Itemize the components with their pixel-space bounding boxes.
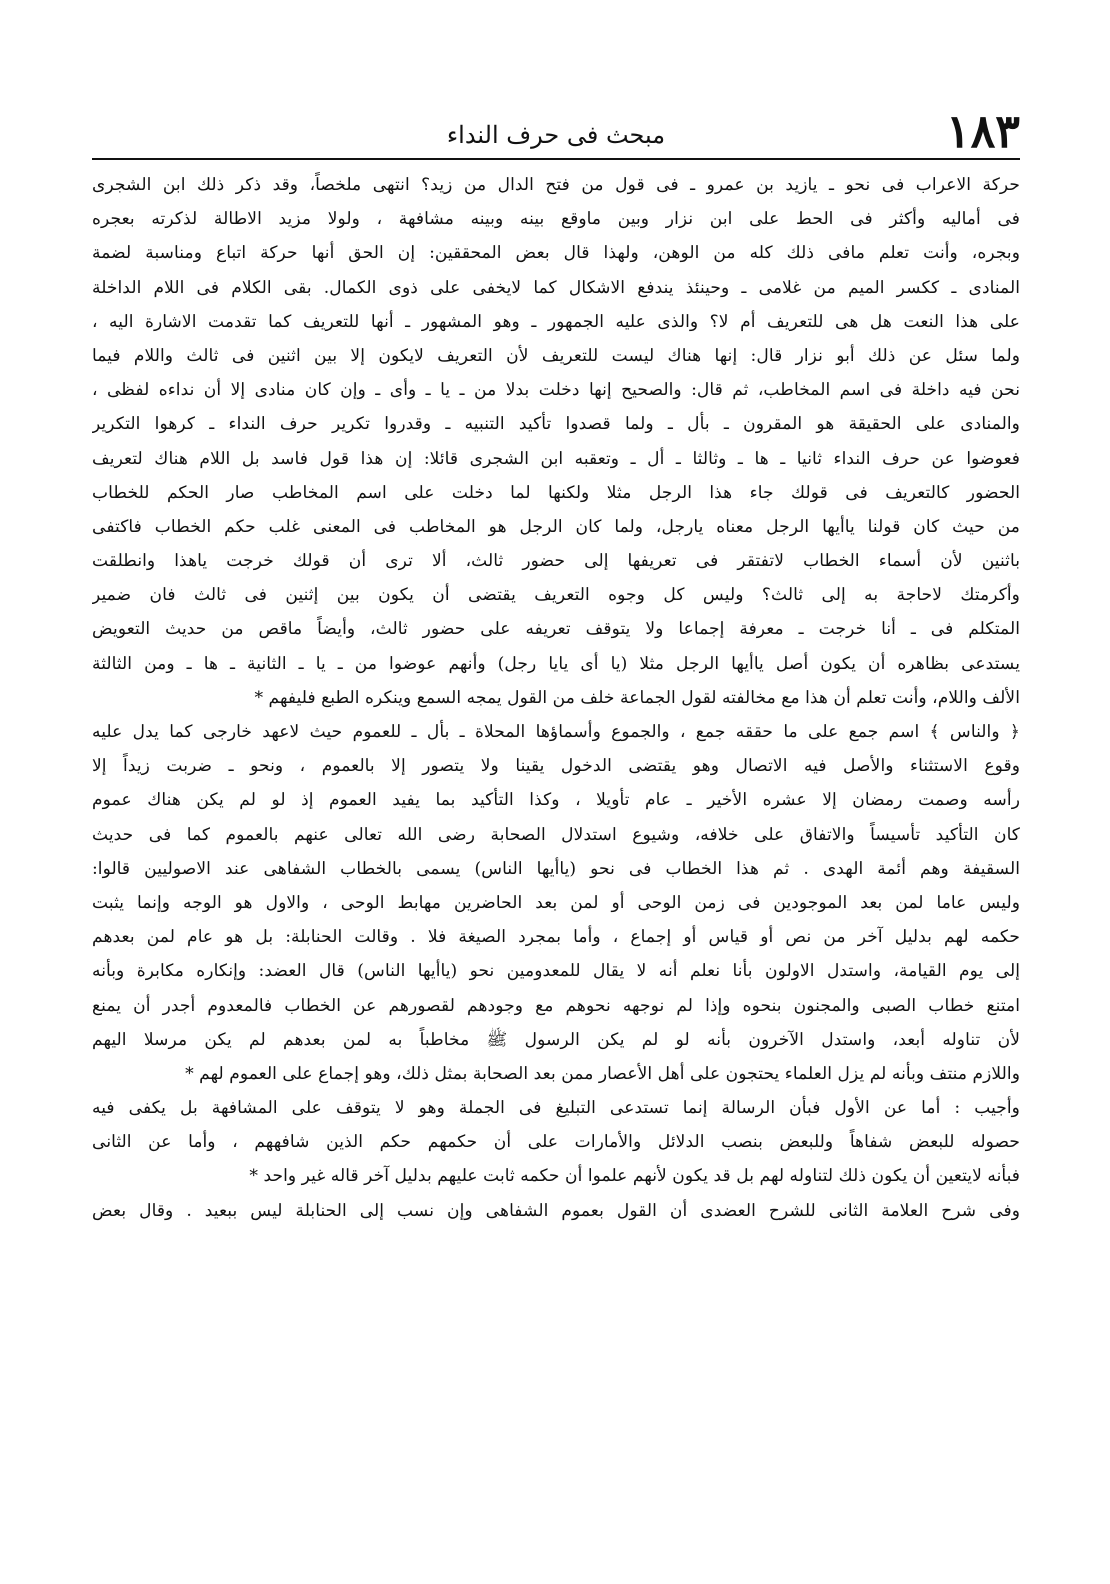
text-line: وأجيب : أما عن الأول فبأن الرسالة إنما تستدعى التبليغ فى الجملة وهو لا يتوقف على المشافهة بل يكفى فيه (92, 1098, 1020, 1119)
text-line: حكمه لهم بدليل آخر من نص أو قياس أو إجماع ، وأما بمجرد الصيغة فلا . وقالت الحنابلة: بل هو عام لمن بعدهم (92, 927, 1020, 948)
text-line: لأن تناوله أبعد، واستدل الآخرون بأنه لو لم يكن الرسول ﷺ مخاطباً به لمن بعدهم لم يكن مرسلا اليهم (92, 1029, 1020, 1050)
text-line: حصوله للبعض شفاهاً وللبعض بنصب الدلائل والأمارات على أن حكمهم حكم الذين شافههم ، وأما عن الثانى (92, 1132, 1020, 1153)
text-line: رأسه وصمت رمضان إلا عشره الأخير ـ عام تأويلا ، وكذا التأكيد بما يفيد العموم إذ لو لم يكن هناك عموم (92, 790, 1020, 811)
text-line: واللازم منتف وبأنه لم يزل العلماء يحتجون على أهل الأعصار ممن بعد الصحابة بمثل ذلك، وهو إجماع على العموم لهم * (185, 1063, 1020, 1084)
text-line: فبأنه لايتعين أن يكون ذلك لتناوله لهم بل قد يكون لأنهم علموا أن حكمه ثابت عليهم بدليل آخر قاله غير واحد * (249, 1166, 1020, 1187)
text-line: فعوضوا عن حرف النداء ثانيا ـ ها ـ وثالثا ـ أل ـ وتعقبه ابن الشجرى قائلا: إن هذا قول فاسد بل اللام هناك لتعريف (92, 448, 1020, 469)
text-line: إلى يوم القيامة، واستدل الاولون بأنا نعلم أنه لا يقال للمعدومين نحو (ياأيها الناس) قال العضد: وإنكاره مكابرة وبأنه (92, 961, 1020, 982)
text-line: الحضور كالتعريف فى قولك جاء هذا الرجل مثلا ولكنها لما دخلت على اسم المخاطب صار الحكم للخطاب (92, 482, 1020, 503)
text-line: باثنين لأن أسماء الخطاب لاتفتقر فى تعريفها إلى حضور ثالث، ألا ترى أن قولك خرجت ياهذا وانطلقت (92, 551, 1020, 572)
text-line: وفى شرح العلامة الثانى للشرح العضدى أن القول بعموم الشفاهى وإن نسب إلى الحنابلة ليس ببعيد . وقال بعض (92, 1200, 1020, 1221)
text-line: السقيفة وهم أئمة الهدى . ثم هذا الخطاب فى نحو (ياأيها الناس) يسمى بالخطاب الشفاهى عند الاصوليين قالوا: (92, 858, 1020, 879)
text-line: وليس عاما لمن بعد الموجودين فى زمن الوحى أو لمن بعد الحاضرين مهابط الوحى ، والاول هو الوجه وإنما يثبت (92, 892, 1020, 913)
text-line: المنادى ـ ككسر الميم من غلامى ـ وحينئذ يندفع الاشكال كما لايخفى على ذوى الكمال. بقى الكلام فى اللام الداخلة (92, 277, 1020, 298)
text-line: نحن فيه داخلة فى اسم المخاطب، ثم قال: والصحيح إنها دخلت بدلا من ـ يا ـ وأى ـ وإن كان منادى إلا أن نداءه لفظى ، (92, 380, 1020, 401)
text-line: ﴿ والناس ﴾ اسم جمع على ما حققه جمع ، والجموع وأسماؤها المحلاة ـ بأل ـ للعموم حيث لاعهد خارجى كما يدل عليه (92, 722, 1020, 742)
text-line: وقوع الاستثناء والأصل فيه الاتصال وهو يقتضى الدخول يقينا ولا يتصور إلا بالعموم ، ونحو ـ ضربت زيداً إلا (92, 756, 1020, 777)
running-title: مبحث فى حرف النداء (446, 121, 666, 149)
body-text (92, 168, 1020, 1538)
page-header (92, 104, 1020, 158)
page-number: ١٨٣ (945, 104, 1020, 158)
text-line: وأكرمتك لاحاجة به إلى ثالث؟ وليس كل وجوه التعريف يقتضى أن يكون بين إثنين فى ثالث فان ضمير (92, 585, 1020, 606)
text-line: من حيث كان قولنا ياأيها الرجل معناه يارجل، ولما كان الرجل هو المخاطب فى المعنى غلب حكم الخطاب فاكتفى (92, 516, 1020, 537)
text-line: فى أماليه وأكثر فى الحط على ابن نزار وبين ماوقع بينه وبينه مشافهة ، ولولا مزيد الاطالة لذكرته بعجره (92, 209, 1020, 230)
text-line: والمنادى على الحقيقة هو المقرون ـ بأل ـ ولما قصدوا تأكيد التنبيه ـ وقدروا تكرير حرف النداء ـ كرهوا التكرير (92, 414, 1020, 435)
text-line: حركة الاعراب فى نحو ـ يازيد بن عمرو ـ فى قول من فتح الدال من زيد؟ انتهى ملخصاً، وقد ذكر ذلك ابن الشجرى (92, 175, 1020, 195)
header-rule (92, 158, 1020, 160)
text-line: امتنع خطاب الصبى والمجنون بنحوه وإذا لم نوجهه نحوهم مع وجودهم لقصورهم عن الخطاب فالمعدوم أجدر أن يمنع (92, 995, 1020, 1016)
text-line: وبجره، وأنت تعلم مافى ذلك كله من الوهن، ولهذا قال بعض المحققين: إن الحق أنها حركة اتباع ومناسبة لضمة (92, 243, 1020, 264)
text-line: على هذا النعت هل هى للتعريف أم لا؟ والذى عليه الجمهور ـ وهو المشهور ـ أنها للتعريف كما تقدمت الاشارة اليه ، (92, 311, 1020, 332)
text-line: يستدعى بظاهره أن يكون أصل ياأيها الرجل مثلا (يا أى يايا رجل) وأنهم عوضوا من ـ يا ـ الثانية ـ ها ـ ومن الثالثة (92, 653, 1020, 674)
text-line: ولما سئل عن ذلك أبو نزار قال: إنها هناك ليست للتعريف لأن التعريف لايكون إلا بين اثنين فى ثالث واللام فيما (92, 345, 1020, 366)
text-line: الألف واللام، وأنت تعلم أن هذا مع مخالفته لقول الجماعة خلف من القول يمجه السمع وينكره الطبع فليفهم * (254, 687, 1020, 708)
text-line: كان التأكيد تأسيساً والاتفاق على خلافه، وشيوع استدلال الصحابة رضى الله تعالى عنهم بالعموم كما فى حديث (92, 824, 1020, 845)
text-line: المتكلم فى ـ أنا خرجت ـ معرفة إجماعا ولا يتوقف تعريفه على حضور ثالث، وأيضاً ماقص من حديث التعويض (92, 619, 1020, 640)
